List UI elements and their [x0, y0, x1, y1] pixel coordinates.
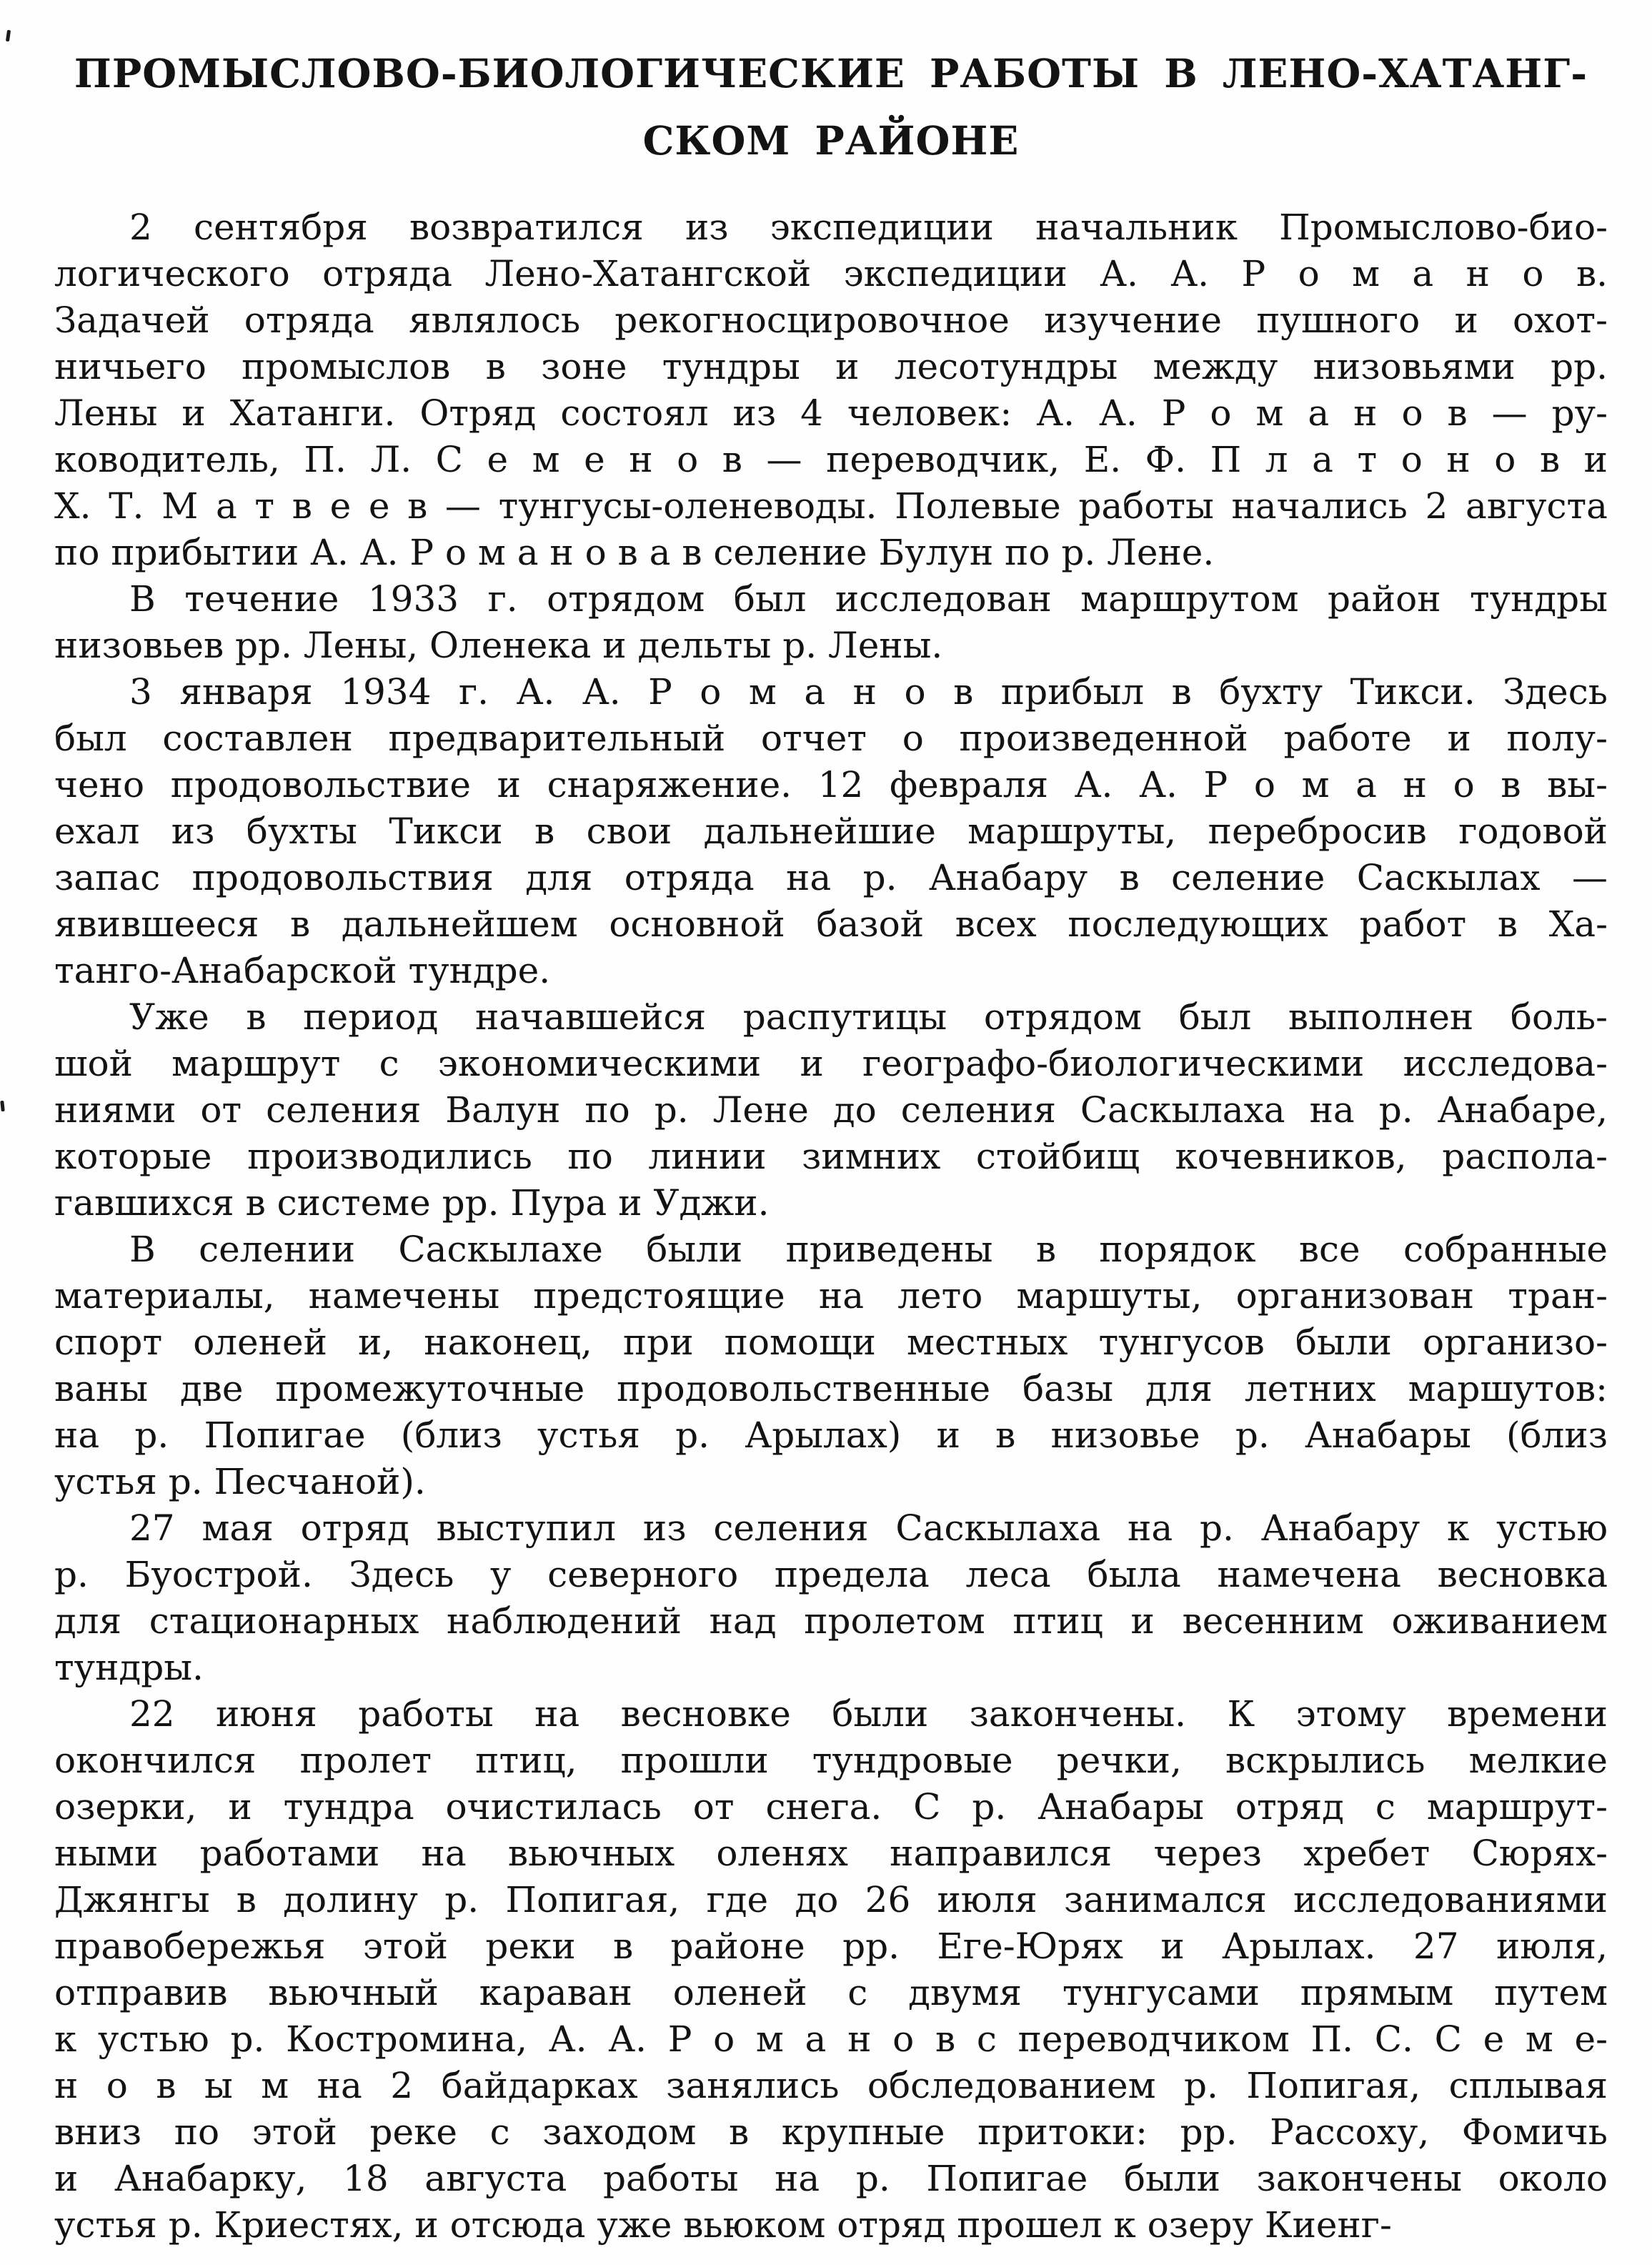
text-line: был составлен предварительный отчет о произведенной работе и полу- [54, 718, 1608, 759]
paragraph [54, 204, 1608, 576]
paragraph [54, 1505, 1608, 1691]
text-line: танго-Анабарской тундре. [54, 950, 551, 991]
text-line: ваны две промежуточные продовольственные базы для летних маршутов: [54, 1368, 1608, 1409]
body-text [54, 204, 1608, 2249]
text-line: которые производились по линии зимних стойбищ кочевников, распола- [54, 1136, 1608, 1177]
text-line: явившееся в дальнейшем основной базой всех последующих работ в Ха- [54, 903, 1608, 945]
text-line: устья р. Песчаной). [54, 1461, 426, 1502]
article-title [54, 40, 1608, 174]
text-line: ехал из бухты Тикси в свои дальнейшие маршруты, перебросив годовой [54, 811, 1608, 852]
article-title-line-1: ПРОМЫСЛОВО-БИОЛОГИЧЕСКИЕ РАБОТЫ В ЛЕНО-ХАТАНГ- [74, 50, 1588, 96]
text-line: ничьего промыслов в зоне тундры и лесотундры между низовьями рр. [54, 346, 1608, 387]
text-line: Лены и Хатанги. Отряд состоял из 4 человек: А. А. Р о м а н о в — ру- [54, 392, 1608, 434]
text-line: на р. Попигае (близ устья р. Арылах) и в низовье р. Анабары (близ [54, 1414, 1608, 1456]
text-line: гавшихся в системе рр. Пура и Уджи. [54, 1182, 770, 1224]
text-line: 27 мая отряд выступил из селения Саскылаха на р. Анабару к устью [129, 1507, 1608, 1549]
paragraph [54, 576, 1608, 669]
text-line: 3 января 1934 г. А. А. Р о м а н о в прибыл в бухту Тикси. Здесь [129, 671, 1608, 713]
text-line: Х. Т. М а т в е е в — тунгусы-оленеводы. Полевые работы начались 2 августа [54, 485, 1608, 527]
text-line: запас продовольствия для отряда на р. Анабару в селение Саскылах — [54, 857, 1608, 898]
text-line: логического отряда Лено-Хатангской экспедиции А. А. Р о м а н о в. [54, 253, 1608, 294]
text-line: ными работами на вьючных оленях направился через хребет Сюрях- [54, 1833, 1608, 1874]
text-line: материалы, намечены предстоящие на лето маршуты, организован тран- [54, 1275, 1608, 1317]
text-line: 2 сентября возвратился из экспедиции начальник Промыслово-био- [129, 207, 1608, 248]
text-line: Задачей отряда являлось рекогносцировочное изучение пушного и охот- [54, 299, 1608, 341]
text-line: чено продовольствие и снаряжение. 12 февраля А. А. Р о м а н о в вы- [54, 764, 1608, 806]
text-line: к устью р. Костромина, А. А. Р о м а н о в с переводчиком П. С. С е м е- [54, 2018, 1608, 2060]
text-line: шой маршрут с экономическими и географо-биологическими исследова- [54, 1043, 1608, 1084]
text-line: вниз по этой реке с заходом в крупные притоки: рр. Рассоху, Фомичь [54, 2111, 1608, 2153]
text-line: В селении Саскылахе были приведены в порядок все собранные [129, 1229, 1608, 1270]
text-line: по прибытии А. А. Р о м а н о в а в селение Булун по р. Лене. [54, 532, 1215, 573]
text-line: Уже в период начавшейся распутицы отрядом был выполнен боль- [129, 996, 1608, 1038]
paragraph [54, 1226, 1608, 1505]
text-line: устья р. Криестях, и отсюда уже вьюком отряд прошел к озеру Киенг- [54, 2204, 1392, 2246]
text-line: низовьев рр. Лены, Оленека и дельты р. Лены. [54, 625, 943, 666]
paragraph [54, 669, 1608, 994]
text-line: р. Буострой. Здесь у северного предела леса была намечена весновка [54, 1554, 1608, 1595]
text-line: В течение 1933 г. отрядом был исследован маршрутом район тундры [129, 578, 1608, 620]
text-line: Джянгы в долину р. Попигая, где до 26 июля занимался исследованиями [54, 1879, 1608, 1920]
article-title-line-2: СКОМ РАЙОНЕ [642, 117, 1020, 164]
text-line: тундры. [54, 1647, 204, 1688]
text-line: отправив вьючный караван оленей с двумя тунгусами прямым путем [54, 1972, 1608, 2013]
text-line: спорт оленей и, наконец, при помощи местных тунгусов были организо- [54, 1322, 1608, 1363]
text-line: озерки, и тундра очистилась от снега. С р. Анабары отряд с маршрут- [54, 1786, 1608, 1828]
text-line: н о в ы м на 2 байдарках занялись обследованием р. Попигая, сплывая [54, 2065, 1608, 2106]
text-line: 22 июня работы на весновке были закончены. К этому времени [129, 1693, 1608, 1735]
paragraph [54, 1691, 1608, 2249]
paragraph [54, 994, 1608, 1226]
text-line: правобережья этой реки в районе рр. Еге-Юрях и Арылах. 27 июля, [54, 1926, 1608, 1967]
text-line: ководитель, П. Л. С е м е н о в — переводчик, Е. Ф. П л а т о н о в и [54, 439, 1608, 480]
text-line: ниями от селения Валун по р. Лене до селения Саскылаха на р. Анабаре, [54, 1089, 1608, 1131]
text-line: и Анабарку, 18 августа работы на р. Попигае были закончены около [54, 2158, 1608, 2199]
text-line: окончился пролет птиц, прошли тундровые речки, вскрылись мелкие [54, 1740, 1608, 1781]
text-line: для стационарных наблюдений над пролетом птиц и весенним оживанием [54, 1600, 1608, 1642]
